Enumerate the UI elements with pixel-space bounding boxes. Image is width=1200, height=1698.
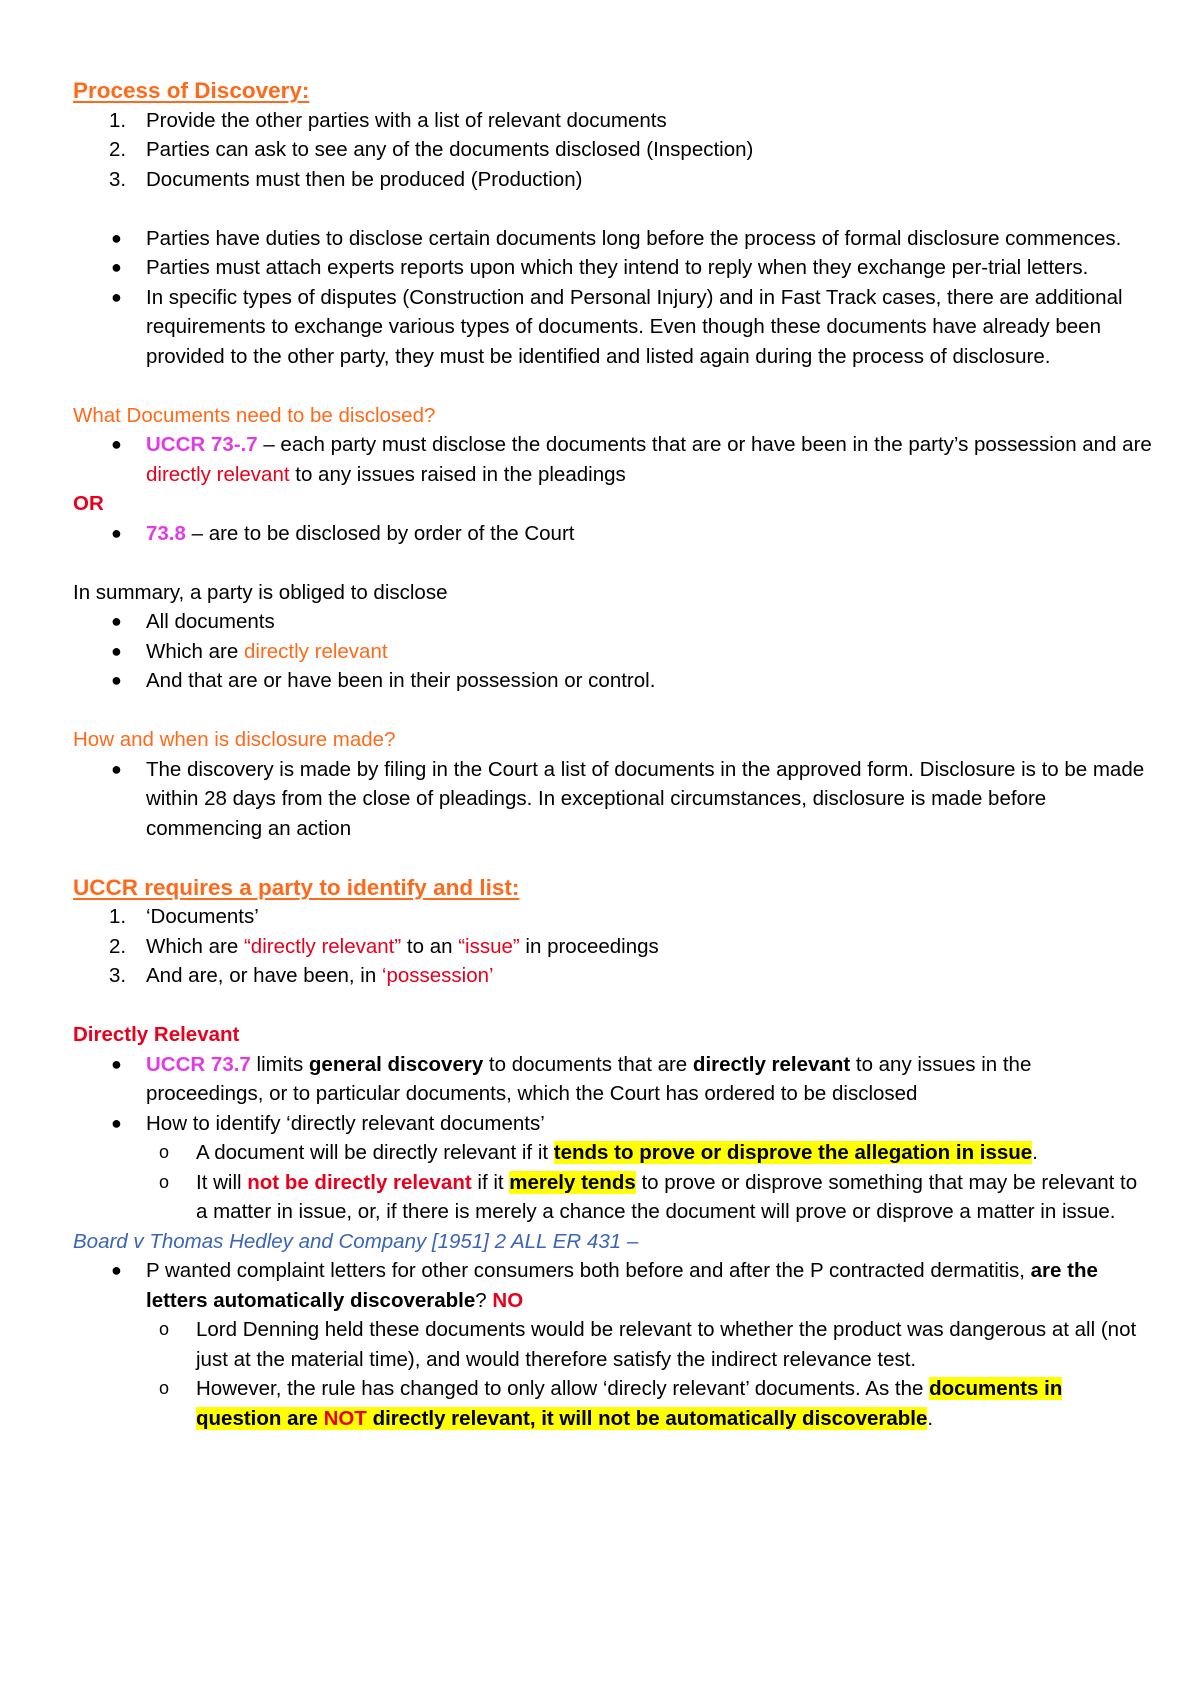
- list-item: [73, 666, 1153, 696]
- duties-bullet-list: [73, 224, 1153, 372]
- list-item: [73, 430, 1153, 489]
- emphasis-text: “issue”: [458, 934, 520, 958]
- number-marker: 1.: [109, 108, 127, 132]
- highlighted-text: documents in question are: [196, 1377, 1063, 1430]
- list-item: [73, 519, 1153, 549]
- list-item-text: And that are or have been in their possession or control.: [146, 669, 656, 692]
- list-item-text: Provide the other parties with a list of relevant documents: [146, 108, 667, 132]
- sub-list: [73, 1315, 1153, 1433]
- heading-directly-relevant: Directly Relevant: [73, 1023, 240, 1046]
- text-run: .: [1032, 1141, 1038, 1164]
- or-label: OR: [73, 492, 104, 515]
- emphasis-text: “directly relevant”: [243, 934, 402, 958]
- text-run: in proceedings: [519, 934, 659, 958]
- sub-list-item: [73, 1315, 1153, 1374]
- court-order-list: [73, 519, 1153, 549]
- text-run: A document will be directly relevant if it: [196, 1141, 554, 1164]
- process-steps-list: [73, 106, 1153, 195]
- number-marker: 2.: [109, 138, 127, 161]
- emphasis-text: ‘possession’: [381, 964, 494, 987]
- list-item-text: Parties can ask to see any of the documents disclosed (Inspection): [146, 138, 754, 161]
- bullet-icon: ●: [111, 1053, 122, 1074]
- case-citation-link: Board v Thomas Hedley and Company [1951] 2 ALL ER 431 –: [73, 1229, 639, 1253]
- sub-list: [73, 1138, 1153, 1227]
- list-item: [73, 755, 1153, 844]
- emphasis-text: directly relevant: [146, 462, 290, 486]
- directly-relevant-list: [73, 1050, 1153, 1227]
- rule-reference: UCCR 73.7: [146, 1052, 251, 1076]
- list-item: [73, 637, 1153, 667]
- highlighted-text: merely tends: [509, 1170, 636, 1194]
- rule-reference: UCCR 73-.7: [146, 433, 258, 456]
- text-run: limits: [250, 1052, 309, 1076]
- list-item: [73, 1256, 1153, 1433]
- spacer: [73, 843, 1153, 873]
- bullet-icon: ●: [111, 670, 122, 690]
- bullet-icon: ●: [111, 1260, 122, 1280]
- how-when-list: [73, 755, 1153, 844]
- heading-process-of-discovery: Process of Discovery:: [73, 78, 310, 103]
- bold-text: general discovery: [308, 1052, 484, 1076]
- list-item-text: In specific types of disputes (Construction and Personal Injury) and in Fast Track cases, there are additional requirements to exchange various types of documents. Even though these documents have already been provided to the other party, they must be identified and listed again during the process of disclosure.: [146, 285, 1123, 368]
- sub-list-item: [73, 1168, 1153, 1227]
- spacer: [73, 194, 1153, 224]
- sub-list-item: [73, 1374, 1153, 1433]
- circle-bullet-icon: o: [159, 1319, 170, 1339]
- number-marker: 3.: [109, 167, 127, 191]
- sub-list-item: [73, 1138, 1153, 1168]
- text-run: to any issues in the proceedings, or to particular documents, which the Court has ordered to be disclosed: [146, 1052, 1032, 1105]
- number-marker: 1.: [109, 905, 127, 928]
- bullet-icon: ●: [111, 434, 122, 454]
- list-item-text: ‘Documents’: [146, 905, 259, 928]
- emphasis-text: directly relevant: [243, 639, 388, 663]
- list-item: [73, 902, 1153, 932]
- text-run: to any issues raised in the pleadings: [289, 462, 626, 486]
- list-item: [73, 224, 1153, 254]
- list-item: [73, 165, 1153, 195]
- bullet-icon: ●: [111, 286, 122, 307]
- bullet-icon: ●: [111, 611, 122, 631]
- emphasis-text: NO: [492, 1288, 524, 1312]
- list-item-text: How to identify ‘directly relevant documents’: [146, 1111, 545, 1135]
- circle-bullet-icon: o: [159, 1142, 170, 1162]
- text-run: P wanted complaint letters for other consumers both before and after the P contracted dermatitis,: [146, 1259, 1031, 1282]
- heading-uccr-requires: UCCR requires a party to identify and list:: [73, 874, 520, 900]
- bold-text: directly relevant: [692, 1052, 851, 1076]
- text-run: – are to be disclosed by order of the Court: [185, 521, 575, 545]
- spacer: [73, 548, 1153, 578]
- summary-intro: In summary, a party is obliged to disclose: [73, 580, 448, 604]
- spacer: [73, 696, 1153, 726]
- case-list: [73, 1256, 1153, 1433]
- text-run: However, the rule has changed to only allow ‘direcly relevant’ documents. As the: [196, 1377, 930, 1400]
- list-item: [73, 932, 1153, 962]
- list-item: [73, 607, 1153, 637]
- text-run: It will: [196, 1170, 248, 1194]
- list-item: [73, 961, 1153, 991]
- spacer: [73, 991, 1153, 1021]
- list-item-text: All documents: [146, 610, 275, 633]
- text-run: Which are: [146, 934, 244, 958]
- list-item-text: Parties must attach experts reports upon which they intend to reply when they exchange per-trial letters.: [146, 256, 1089, 279]
- list-item: [73, 106, 1153, 136]
- text-run: to an: [401, 934, 459, 958]
- text-run: .: [927, 1406, 934, 1430]
- bullet-icon: ●: [111, 227, 122, 248]
- list-item-text: The discovery is made by filing in the Court a list of documents in the approved form. Disclosure is to be made within 28 days from the close of pleadings. In exceptional circumstances, disclosure is made before commencing an action: [146, 757, 1145, 840]
- emphasis-text: NOT: [323, 1406, 367, 1430]
- bullet-icon: ●: [111, 257, 122, 277]
- spacer: [73, 371, 1153, 401]
- list-item: [73, 253, 1153, 283]
- circle-bullet-icon: o: [159, 1171, 170, 1192]
- rule-reference: 73.8: [146, 521, 186, 545]
- text-run: – each party must disclose the documents that are or have been in the party’s possession and are: [257, 433, 1152, 456]
- text-run: And are, or have been, in: [146, 964, 382, 987]
- bullet-icon: ●: [111, 522, 122, 543]
- list-item: [73, 1050, 1153, 1109]
- list-item-text: Parties have duties to disclose certain documents long before the process of formal disclosure commences.: [146, 226, 1122, 250]
- highlighted-text: tends to prove or disprove the allegation in issue: [553, 1141, 1033, 1164]
- uccr-requirements-list: [73, 902, 1153, 991]
- text-run: ?: [475, 1288, 493, 1312]
- list-item-text: Lord Denning held these documents would be relevant to whether the product was dangerous at all (not just at the material time), and would therefore satisfy the indirect relevance test.: [196, 1318, 1137, 1371]
- heading-how-and-when: How and when is disclosure made?: [73, 728, 396, 751]
- bullet-icon: ●: [111, 1112, 122, 1133]
- bold-text: are the letters automatically discoverable: [146, 1259, 1098, 1312]
- heading-what-documents: What Documents need to be disclosed?: [73, 403, 436, 427]
- circle-bullet-icon: o: [159, 1378, 170, 1398]
- highlighted-text: directly relevant, it will not be automatically discoverable: [366, 1406, 928, 1430]
- summary-list: [73, 607, 1153, 696]
- emphasis-text: not be directly relevant: [247, 1170, 472, 1194]
- list-item: [73, 283, 1153, 372]
- bullet-icon: ●: [111, 758, 122, 779]
- list-item-text: Documents must then be produced (Production): [146, 167, 583, 191]
- text-run: to documents that are: [483, 1052, 693, 1076]
- disclosure-rules-list: [73, 430, 1153, 489]
- document-body: [73, 76, 1153, 1433]
- number-marker: 3.: [109, 964, 127, 987]
- list-item: [73, 135, 1153, 165]
- text-run: to prove or disprove something that may be relevant to a matter in issue, or, if there is merely a chance the document will prove or disprove a matter in issue.: [196, 1170, 1138, 1223]
- bullet-icon: ●: [111, 640, 122, 661]
- list-item: [73, 1109, 1153, 1227]
- text-run: if it: [471, 1170, 510, 1194]
- text-run: Which are: [146, 639, 244, 663]
- number-marker: 2.: [109, 934, 127, 958]
